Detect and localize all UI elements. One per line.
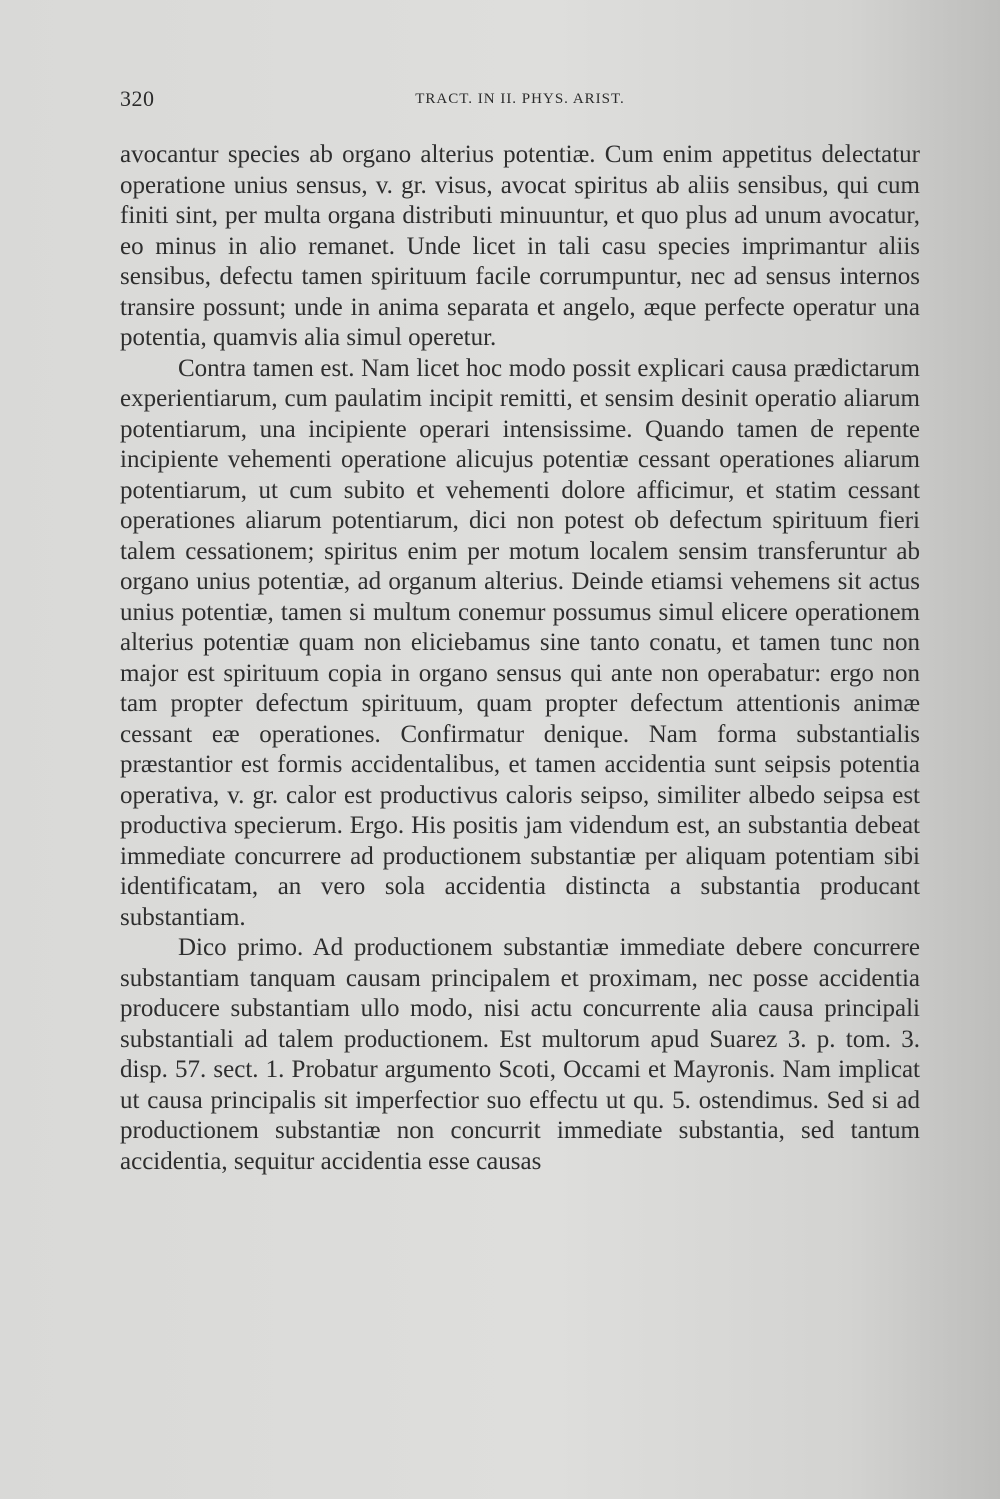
paragraph-1: avocantur species ab organo alterius potentiæ. Cum enim appetitus delectatur operatione unius sensus, v. gr. visus, avocat spiritus ab aliis sensibus, qui cum finiti sint, per multa organa distributi minuuntur, et quo plus ad unum avocatur, eo minus in alio remanet. Unde licet in tali casu species imprimantur aliis sensibus, defectu tamen spirituum facile corrumpuntur, nec ad sensus internos transire possunt; unde in anima separata et angelo, æque perfecte operatur una potentia, quamvis alia simul operetur. [120, 141, 920, 351]
paragraph-3: Dico primo. Ad productionem substantiæ immediate debere concurrere substantiam tanquam causam principalem et proximam, nec posse accidentia producere substantiam ullo modo, nisi actu concurrente alia causa principali substantiali ad talem productionem. Est multorum apud Suarez 3. p. tom. 3. disp. 57. sect. 1. Probatur argumento Scoti, Occami et Mayronis. Nam implicat ut causa principalis sit imperfectior suo effectu ut qu. 5. ostendimus. Sed si ad productionem substantiæ non concurrit immediate substantia, sed tantum accidentia, sequitur accidentia esse causas [120, 934, 920, 1175]
page-header [120, 86, 920, 116]
running-head: TRACT. IN II. PHYS. ARIST. [415, 91, 625, 107]
page-number: 320 [120, 86, 155, 111]
body-text [120, 140, 920, 1177]
paragraph-2: Contra tamen est. Nam licet hoc modo possit explicari causa prædictarum experientiarum, cum paulatim incipit remitti, et sensim desinit operatio aliarum potentiarum, una incipiente operari intensissime. Quando tamen de repente incipiente vehementi operatione alicujus potentiæ cessant operationes aliarum potentiarum, ut cum subito et vehementi dolore afficimur, et statim cessant operationes aliarum potentiarum, dici non potest ob defectum spirituum fieri talem cessationem; spiritus enim per motum localem sensim transferuntur ab organo unius potentiæ, ad organum alterius. Deinde etiamsi vehemens sit actus unius potentiæ, tamen si multum conemur possumus simul elicere operationem alterius potentiæ quam non eliciebamus sine tanto conatu, et tamen tunc non major est spirituum copia in organo sensus qui ante non operabatur: ergo non tam propter defectum spirituum, quam propter defectum attentionis animæ cessant eæ operationes. Confirmatur denique. Nam forma substantialis præstantior est formis accidentalibus, et tamen accidentia sunt seipsis potentia operativa, v. gr. calor est productivus caloris seipso, similiter albedo seipsa est productiva specierum. Ergo. His positis jam videndum est, an substantia debeat immediate concurrere ad productionem substantiæ per aliquam potentiam sibi identificatam, an vero sola accidentia distincta a substantia producant substantiam. [120, 354, 920, 931]
